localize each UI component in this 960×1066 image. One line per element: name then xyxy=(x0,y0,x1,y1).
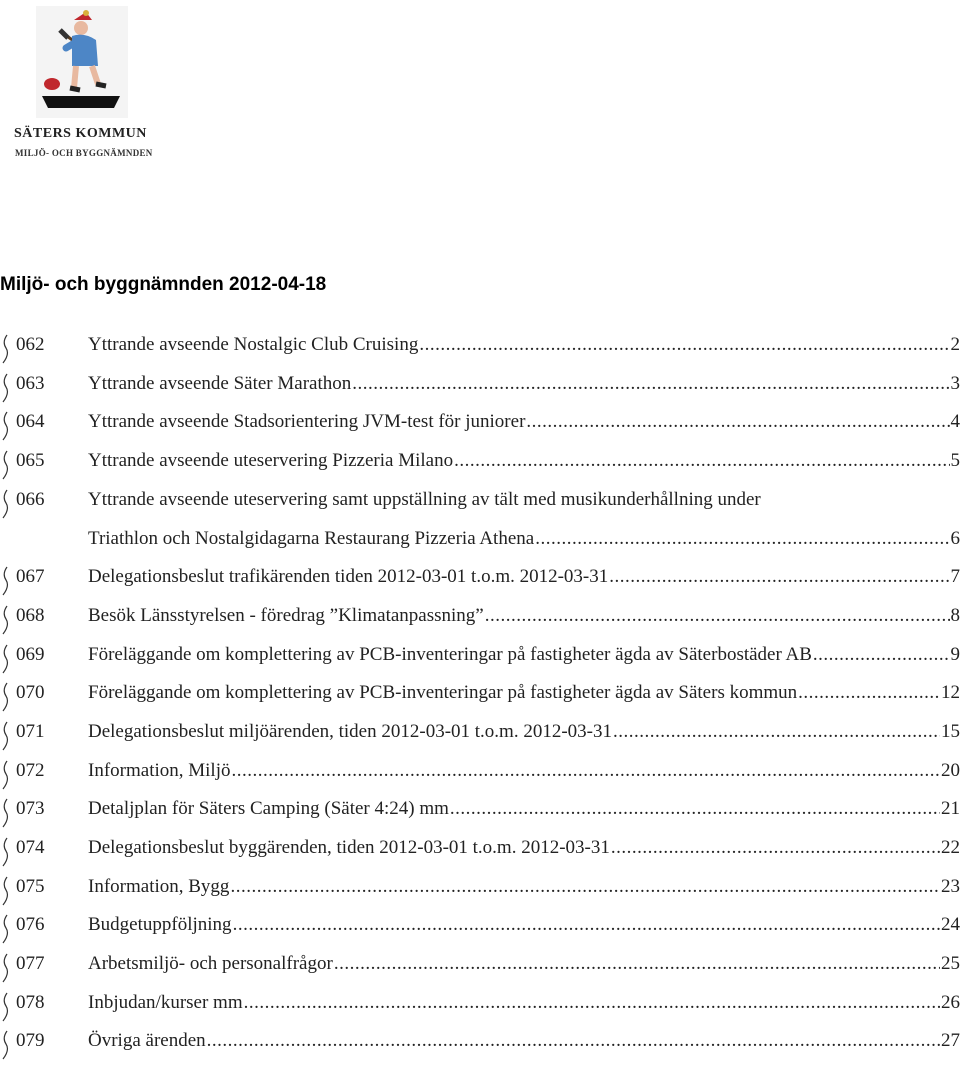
toc-entry-page-number: 15 xyxy=(941,721,960,743)
paragraph-mark-icon xyxy=(1,760,9,790)
dot-leader xyxy=(813,644,950,666)
toc-entry[interactable] xyxy=(0,367,960,406)
toc-entry-title: Yttrande avseende uteservering Pizzeria Milano xyxy=(88,450,453,472)
toc-entry-page-number: 22 xyxy=(941,837,960,859)
toc-entry-number: 072 xyxy=(16,760,45,782)
toc-entry[interactable] xyxy=(0,792,960,831)
logo-subtitle: MILJÖ- OCH BYGGNÄMNDEN xyxy=(15,148,153,158)
toc-entry[interactable] xyxy=(0,870,960,909)
paragraph-mark-icon xyxy=(1,914,9,944)
toc-entry-title: Inbjudan/kurser mm xyxy=(88,992,243,1014)
toc-entry-number: 067 xyxy=(16,566,45,588)
toc-entry-number: 079 xyxy=(16,1030,45,1052)
paragraph-mark-icon xyxy=(1,334,9,364)
dot-leader xyxy=(611,837,940,859)
toc-entry[interactable] xyxy=(0,560,960,599)
toc-entry-title: Delegationsbeslut trafikärenden tiden 2012-03-01 t.o.m. 2012-03-31 xyxy=(88,566,608,588)
logo-title: SÄTERS KOMMUN xyxy=(14,126,147,142)
toc-entry-number: 069 xyxy=(16,644,45,666)
toc-entry-number: 062 xyxy=(16,334,45,356)
toc-entry-title: Delegationsbeslut byggärenden, tiden 2012-03-01 t.o.m. 2012-03-31 xyxy=(88,837,610,859)
toc-entry-number: 064 xyxy=(16,411,45,433)
dot-leader xyxy=(450,798,940,820)
toc-entry-page-number: 5 xyxy=(951,450,960,472)
paragraph-mark-icon xyxy=(1,489,9,519)
paragraph-mark-icon xyxy=(1,876,9,906)
toc-entry-page-number: 7 xyxy=(951,566,960,588)
toc-entry-title: Information, Bygg xyxy=(88,876,229,898)
paragraph-mark-icon xyxy=(1,682,9,712)
toc-entry-number: 065 xyxy=(16,450,45,472)
toc-entry[interactable] xyxy=(0,676,960,715)
toc-entry-title: Detaljplan för Säters Camping (Säter 4:24) mm xyxy=(88,798,449,820)
toc-entry-page-number: 26 xyxy=(941,992,960,1014)
toc-entry-number: 071 xyxy=(16,721,45,743)
paragraph-mark-icon xyxy=(1,450,9,480)
toc-entry-title: Delegationsbeslut miljöärenden, tiden 2012-03-01 t.o.m. 2012-03-31 xyxy=(88,721,612,743)
dot-leader xyxy=(454,450,949,472)
toc-entry-number: 066 xyxy=(16,489,45,511)
toc-entry-number: 068 xyxy=(16,605,45,627)
dot-leader xyxy=(798,682,940,704)
toc-entry[interactable] xyxy=(0,444,960,483)
toc-entry-number: 063 xyxy=(16,373,45,395)
toc-entry-page-number: 25 xyxy=(941,953,960,975)
toc-entry-title: Föreläggande om komplettering av PCB-inventeringar på fastigheter ägda av Säters kommun xyxy=(88,682,797,704)
paragraph-mark-icon xyxy=(1,605,9,635)
table-of-contents xyxy=(0,328,960,1063)
paragraph-mark-icon xyxy=(1,566,9,596)
toc-entry[interactable] xyxy=(0,754,960,793)
dot-leader xyxy=(231,760,940,782)
dot-leader xyxy=(419,334,949,356)
toc-entry-number: 076 xyxy=(16,914,45,936)
toc-entry-number: 077 xyxy=(16,953,45,975)
toc-entry-title: Föreläggande om komplettering av PCB-inventeringar på fastigheter ägda av Säterbostäder AB xyxy=(88,644,812,666)
dot-leader xyxy=(207,1030,940,1052)
toc-entry[interactable] xyxy=(0,715,960,754)
dot-leader xyxy=(352,373,949,395)
dot-leader xyxy=(613,721,940,743)
toc-entry-page-number: 2 xyxy=(951,334,960,356)
toc-entry-page-number: 4 xyxy=(951,411,960,433)
toc-entry[interactable] xyxy=(0,483,960,560)
toc-entry-number: 075 xyxy=(16,876,45,898)
toc-entry[interactable] xyxy=(0,599,960,638)
toc-entry-page-number: 23 xyxy=(941,876,960,898)
toc-entry-page-number: 8 xyxy=(951,605,960,627)
dot-leader xyxy=(334,953,940,975)
toc-entry-page-number: 9 xyxy=(951,644,960,666)
coat-of-arms-icon xyxy=(34,4,130,122)
toc-entry-number: 073 xyxy=(16,798,45,820)
toc-entry-page-number: 3 xyxy=(951,373,960,395)
dot-leader xyxy=(244,992,940,1014)
toc-entry-title: Information, Miljö xyxy=(88,760,230,782)
toc-entry[interactable] xyxy=(0,1024,960,1063)
toc-entry-page-number: 24 xyxy=(941,914,960,936)
dot-leader xyxy=(485,605,950,627)
toc-entry-page-number: 27 xyxy=(941,1030,960,1052)
paragraph-mark-icon xyxy=(1,798,9,828)
dot-leader xyxy=(233,914,940,936)
toc-entry[interactable] xyxy=(0,986,960,1025)
toc-entry-title: Yttrande avseende Stadsorientering JVM-test för juniorer xyxy=(88,411,525,433)
toc-entry-title: Budgetuppföljning xyxy=(88,914,232,936)
page-title: Miljö- och byggnämnden 2012-04-18 xyxy=(0,274,326,296)
toc-entry-title: Besök Länsstyrelsen - föredrag ”Klimatanpassning” xyxy=(88,605,484,627)
dot-leader xyxy=(535,528,949,550)
toc-entry-title: Yttrande avseende Nostalgic Club Cruising xyxy=(88,334,418,356)
toc-entry[interactable] xyxy=(0,638,960,677)
paragraph-mark-icon xyxy=(1,992,9,1022)
toc-entry[interactable] xyxy=(0,405,960,444)
toc-entry-title: Yttrande avseende uteservering samt uppställning av tält med musikunderhållning under xyxy=(88,489,761,511)
toc-entry-title: Övriga ärenden xyxy=(88,1030,206,1052)
toc-entry-title: Triathlon och Nostalgidagarna Restaurang Pizzeria Athena xyxy=(88,528,534,550)
dot-leader xyxy=(609,566,949,588)
toc-entry-page-number: 21 xyxy=(941,798,960,820)
paragraph-mark-icon xyxy=(1,411,9,441)
toc-entry[interactable] xyxy=(0,328,960,367)
toc-entry-number: 070 xyxy=(16,682,45,704)
dot-leader xyxy=(526,411,949,433)
toc-entry-number: 078 xyxy=(16,992,45,1014)
dot-leader xyxy=(230,876,940,898)
paragraph-mark-icon xyxy=(1,953,9,983)
toc-entry-page-number: 12 xyxy=(941,682,960,704)
paragraph-mark-icon xyxy=(1,644,9,674)
toc-entry-title: Yttrande avseende Säter Marathon xyxy=(88,373,351,395)
paragraph-mark-icon xyxy=(1,837,9,867)
toc-entry-page-number: 20 xyxy=(941,760,960,782)
paragraph-mark-icon xyxy=(1,721,9,751)
toc-entry[interactable] xyxy=(0,947,960,986)
paragraph-mark-icon xyxy=(1,373,9,403)
toc-entry-number: 074 xyxy=(16,837,45,859)
toc-entry[interactable] xyxy=(0,908,960,947)
toc-entry-page-number: 6 xyxy=(951,528,960,550)
toc-entry[interactable] xyxy=(0,831,960,870)
municipality-logo xyxy=(10,2,150,167)
toc-entry-title: Arbetsmiljö- och personalfrågor xyxy=(88,953,333,975)
